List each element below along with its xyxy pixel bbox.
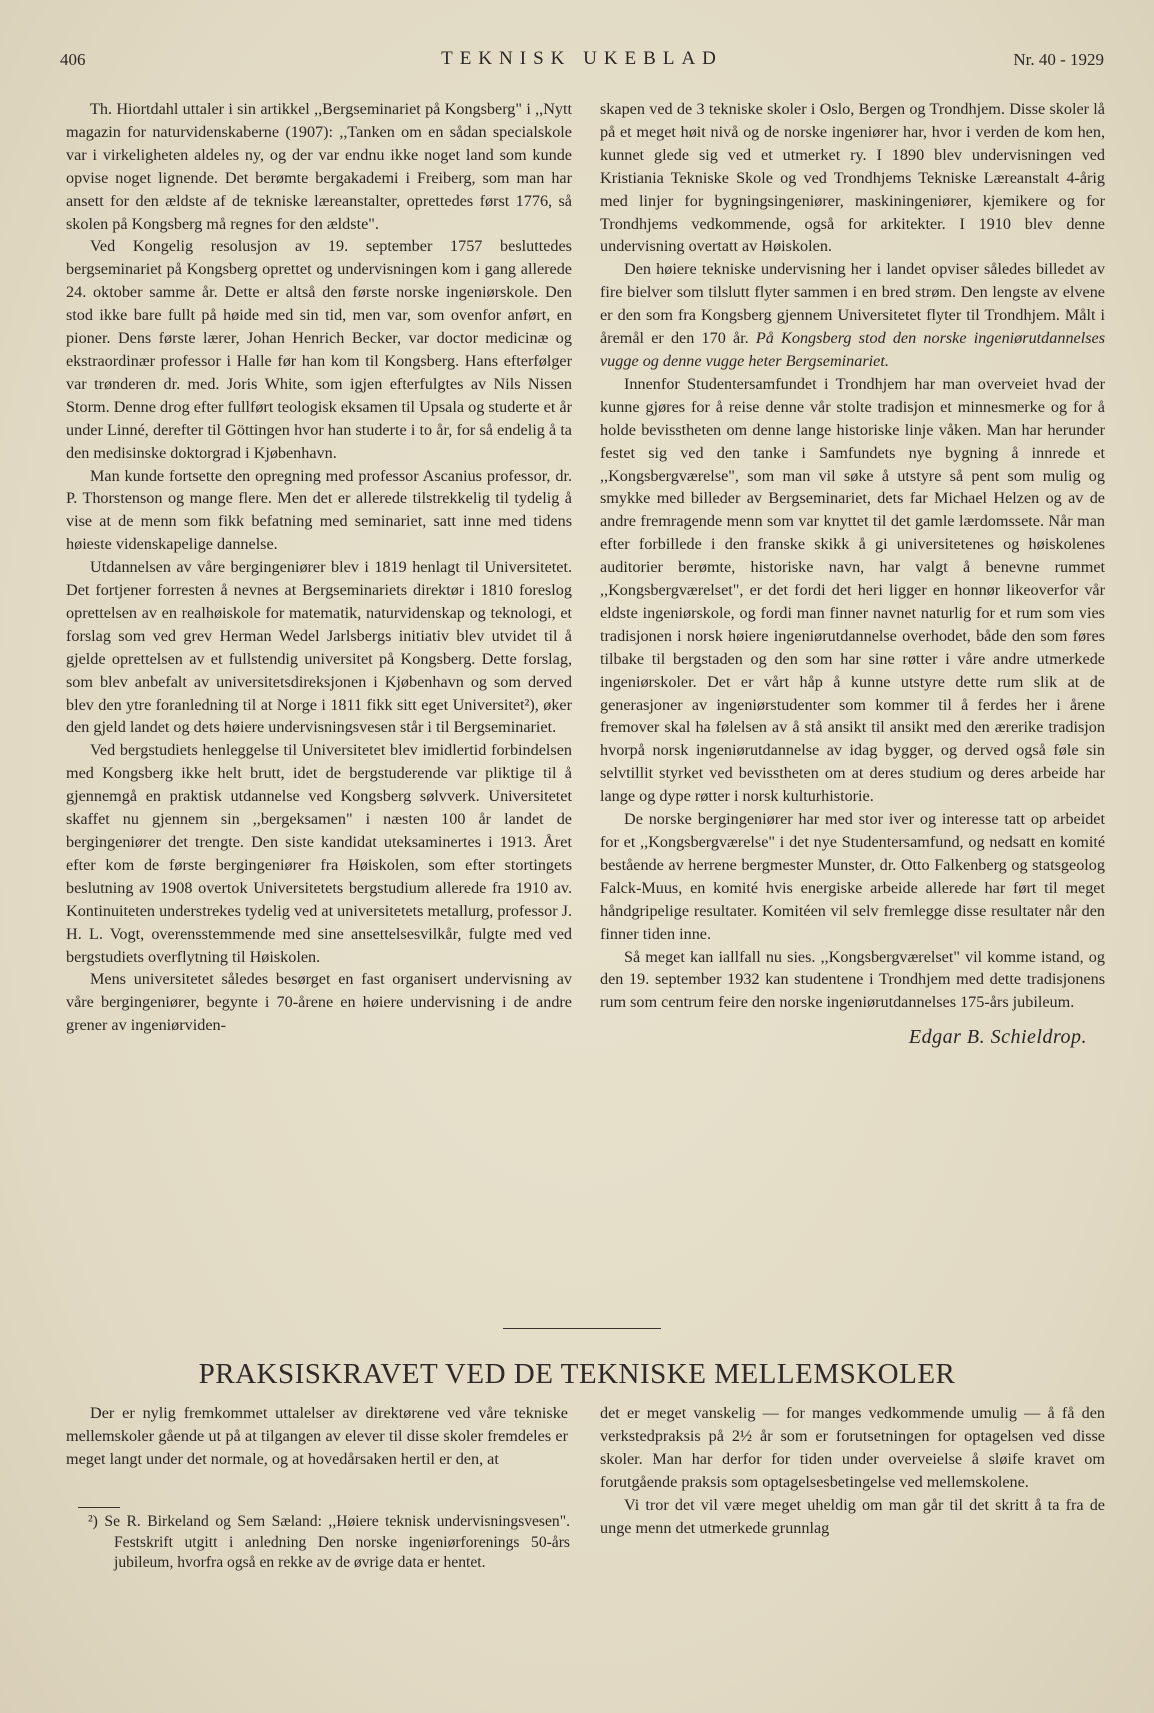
paragraph: Innenfor Studentersamfundet i Trondhjem har man overveiet hvad der kunne gjøres for å reise denne vår stolte tradisjon et minnesmerke og for å holde bevisstheten om denne lange historiske linje våken. Man har herunder festet sig ved den tanke i Samfundets nye bygning å innrede et ,,Kongsbergværelse", som man vil søke å utstyre så pent som mulig og smykke med billeder av Bergseminariet, dets far Michael Helzen og av de andre fremragende menn som var knyttet til det gamle lærdomssete. Når man efter forbillede i den franske skikk å gi universitetenes og høiskolenes auditorier berømte, historiske navn, har valgt å benevne rummet ,,Kongsbergværelset", er det fordi det heri ligger en honnør likeoverfor vår eldste ingeniørskole, og fordi man finner navnet naturlig for et rum som vies tradisjonen i norsk høiere ingeniørutdannelse overhodet, både den som føres tilbake til bergstaden og den som har sine røtter i våre andre utmerkede ingeniørskoler. Det er vårt håp å kunne utstyre dette rum slik at de generasjoner av ingeniørstudenter som kommer til å ferdes her i årene fremover skal ha følelsen av å stå ansikt til ansikt med den ærerike tradisjon hvorpå norsk ingeniørutdannelse av idag bygger, og derved også føle sin selvtillit styrket ved bevisstheten om at deres studium og deres arbeide har lange og dype røtter i norsk kulturhistorie.	[600, 374, 1105, 806]
paragraph: Vi tror det vil være meget uheldig om man går til det skritt å ta fra de unge menn det utmerkede grunnlag	[600, 1495, 1105, 1537]
footnote-body	[88, 1512, 570, 1574]
section-divider	[503, 1328, 661, 1329]
paragraph: det er meget vanskelig — for manges vedkommende umulig — å få den verkstedpraksis på 2½ år som er forutsetningen for optagelsen ved disse skoler. Man har derfor for tiden under overveielse å sløife kravet om forutgående praksis som optagelsesbetingelse ved mellemskolene.	[600, 1404, 1105, 1491]
article2-left-column	[66, 1402, 568, 1471]
paragraph: Der er nylig fremkommet uttalelser av direktørene ved våre tekniske mellemskoler gående ut på at tilgangen av elever til disse skoler fremdeles er meget langt under det normale, og at hovedårsaken hertil er den, at	[66, 1404, 568, 1468]
italic-emphasis: På Kongsberg stod den norske ingeniørutdannelses vugge og denne vugge heter Bergseminariet.	[600, 329, 1106, 370]
paragraph: Man kunde fortsette den opregning med professor Ascanius professor, dr. P. Thorstenson og mange flere. Men det er allerede tilstrekkelig til tydelig å vise at de menn som fikk befatning med seminariet, satt inne med tidens høieste videnskapelige dannelse.	[66, 466, 572, 554]
article-right-column	[600, 98, 1105, 1049]
footnote	[88, 1512, 570, 1574]
paragraph: Mens universitetet således besørget en fast organisert undervisning av våre bergingeniører, begynte i 70-årene en høiere undervisning i de andre grener av ingeniørviden-	[66, 970, 572, 1035]
paragraph: Så meget kan iallfall nu sies. ,,Kongsbergværelset" vil komme istand, og den 19. september 1932 kan studentene i Trondhjem med dette tradisjonens rum som centrum feire den norske ingeniørutdannelses 175-års jubileum.	[600, 947, 1105, 1012]
article-left-column	[66, 98, 572, 1037]
article-heading: PRAKSISKRAVET VED DE TEKNISKE MELLEMSKOLER	[198, 1358, 956, 1390]
paragraph	[600, 258, 1105, 373]
article2-right-column	[600, 1402, 1105, 1539]
footnote-rule	[78, 1507, 120, 1508]
paragraph: Utdannelsen av våre bergingeniører blev i 1819 henlagt til Universitetet. Det fortjener forresten å nevnes at Bergseminariets direktør i 1810 foreslog oprettelsen av en realhøiskole for matematik, naturvidenskap og teknologi, et forslag som ved grev Herman Wedel Jarlsbergs initiativ blev utvidet til å gjelde oprettelsen av et fullstendig universitet på Kongsberg. Dette forslag, som blev anbefalt av universitetsdireksjonen i Kjøbenhavn og som derved blev den ytre foranledning til at Norge i 1811 fikk sitt eget Universitet²), øker den gjeld landet og dets høiere undervisningsvesen står i til Bergseminariet.	[66, 558, 572, 737]
page-number: 406	[60, 50, 86, 69]
paragraph-text: Den høiere tekniske undervisning her i landet opviser således billedet av fire bielver som tilslutt flyter sammen i en bred strøm. Den lengste av elvene er den som fra Kongsberg gjennem Universitetet flyter til Trondhjem. Målt i åremål er den 170 år.	[600, 260, 1105, 348]
footnote-marker: ²)	[88, 1513, 98, 1530]
footnote-text: Se R. Birkeland og Sem Sæland: ,,Høiere teknisk undervisningsvesen". Festskrift utgitt i anledning Den norske ingeniørforenings 50-års jubileum, hvorfra også en rekke av de øvrige data er hentet.	[104, 1513, 570, 1571]
paragraph: Th. Hiortdahl uttaler i sin artikkel ,,Bergseminariet på Kongsberg" i ,,Nytt magazin for naturvidenskaberne (1907): ,,Tanken om en sådan specialskole var i virkeligheten aldeles ny, og der var endnu ikke noget land som kunde opvise noget lignende. Det berømte bergakademi i Freiberg, som man har ansett for den ældste af de tekniske læreanstalter, oprettedes først 1776, så skolen på Kongsberg må regnes for den ældste".	[66, 100, 572, 233]
journal-title: TEKNISK UKEBLAD	[441, 48, 723, 69]
paragraph: Ved bergstudiets henleggelse til Universitetet blev imidlertid forbindelsen med Kongsberg ikke helt brutt, idet de bergstuderende var pliktige til å gjennemgå en praktisk utdannelse ved Kongsberg sølvverk. Universitetet skaffet nu gjennem sin ,,bergeksamen" i næsten 100 år landet de bergingeniører det trengte. Den siste kandidat uteksaminertes i 1913. Året efter kom de første bergingeniører fra Høiskolen, som efter stortingets beslutning av 1908 overtok Universitetets bergstudium allerede fra 1910 av. Kontinuiteten understrekes tydelig ved at universitetets metallurg, professor J. H. L. Vogt, overensstemmende med sine ansettelsesvilkår, fulgte med ved bergstudiets overflytning til Høiskolen.	[66, 741, 572, 966]
paragraph: Ved Kongelig resolusjon av 19. september 1757 besluttedes bergseminariet på Kongsberg oprettet og undervisningen kom i gang allerede 24. oktober samme år. Dette er altså den første norske ingeniørskole. Den stod ikke bare fullt på høide med sin tid, men var, som ovenfor anført, en pioner. Dens første lærer, Johan Henrich Becker, var doctor medicinæ og ekstraordinær professor i Halle før han kom til Kongsberg. Hans efterfølger var trønderen dr. med. Joris White, som igjen efterfulgtes av Nils Nissen Storm. Denne drog efter fullført teologisk eksamen til Upsala og studerte et år under Linné, derefter til Göttingen hvor han studerte i to år, for så endelig å ta den medisinske doktorgrad i Kjøbenhavn.	[66, 237, 572, 462]
paragraph: skapen ved de 3 tekniske skoler i Oslo, Bergen og Trondhjem. Disse skoler lå på et meget høit nivå og de norske ingeniører har, hvor i verden de kom hen, kunnet glede sig ved et utmerket ry. I 1890 blev undervisningen ved Kristiania Tekniske Skole og ved Trondhjems Tekniske Læreanstalt 4-årig med linjer for bygningsingeniører, maskiningeniører, kjemikere og for Trondhjems vedkommende, også for arkitekter. I 1910 blev denne undervisning overtatt av Høiskolen.	[600, 100, 1105, 256]
author-signature: Edgar B. Schieldrop.	[908, 1026, 1087, 1049]
issue-number: Nr. 40 - 1929	[1013, 50, 1104, 69]
page-header	[60, 46, 1104, 76]
paragraph: De norske bergingeniører har med stor iver og interesse tatt op arbeidet for et ,,Kongsbergværelse" i det nye Studentersamfund, og nedsatt en komité bestående av herrene bergmester Munster, dr. Otto Falkenberg og statsgeolog Falck-Muus, en komité hvis energiske arbeide allerede har ført til meget håndgripelige resultater. Komitéen vil selv fremlegge disse resultater når den finner tiden inne.	[600, 810, 1105, 943]
